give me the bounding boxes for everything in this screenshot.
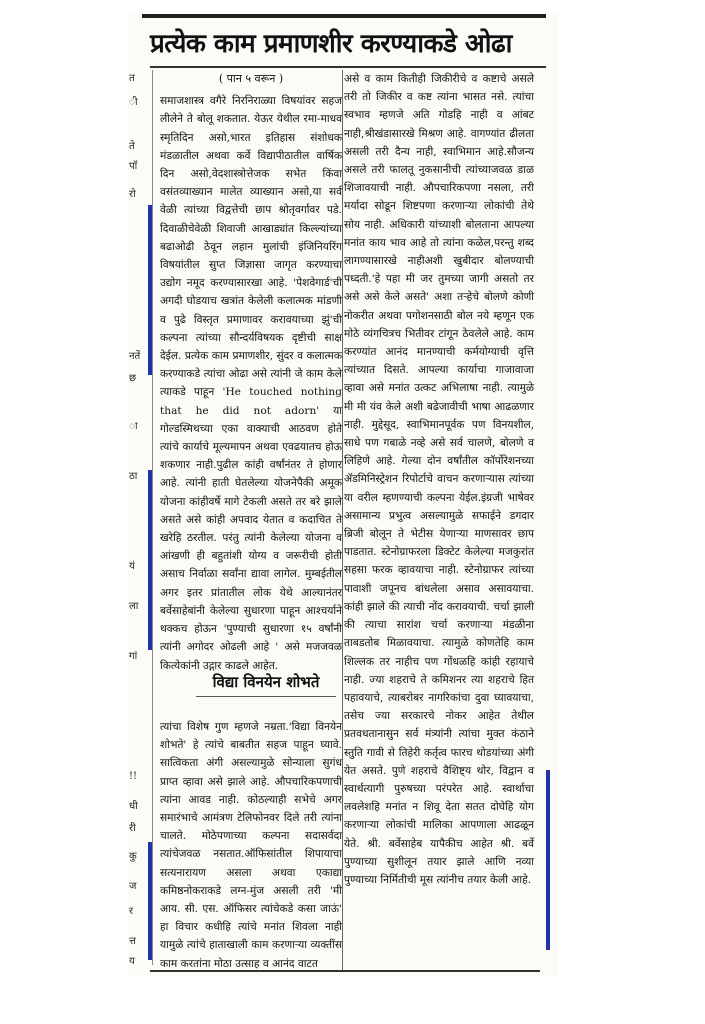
margin-fragment: ते [129, 141, 135, 152]
article-column-left [160, 70, 342, 672]
ink-marker-right [546, 770, 550, 950]
headline-rule [150, 66, 546, 68]
top-rule [142, 14, 546, 18]
margin-fragment: पॉ [129, 161, 138, 172]
continuation-note: ( पान ५ वरून ) [218, 72, 284, 85]
margin-fragment: ला [129, 601, 139, 612]
edge-column-rule [152, 70, 153, 965]
margin-fragment: ा [129, 421, 138, 432]
column-text: समाजशास्त्र वगैरे निरनिराळ्या विषयांवर सहज लीलेने ते बोलू शकतात. येऊर येथील रमा-माधव स्मृतिदिन असो,भारत इतिहास संशोधक मंडळातील अथवा कर्वे विद्यापीठातील वार्षिक दिन असो,वेदशास्त्रोत्तेजक सभेत किंवा वसंतव्याख्यान मालेत व्याख्यान असो,या सर्व वेळी त्यांच्या विद्वत्तेची छाप श्रोतृवर्गावर पडे. दिवाळीचेवेळी शिवाजी आखाड्यांत किल्ल्यांच्या बढाओढी ठेवून लहान मुलांची इंजिनियरिंग विषयांतील सुप्त जिज्ञासा जागृत करण्याचा उद्योग नमूद करण्यासारखा आहे. 'पेशवेगार्ड'ची अगदी घोडयाच खत्रांत केलेली कलात्मक मांडणी व पुढे विस्तृत प्रमाणावर करावयाच्या झुं'ची कल्पना त्यांच्या सौन्दर्यविषयक दृष्टीची साक्ष देईल. प्रत्येक काम प्रमाणशीर, सुंदर व कलात्मक करण्याकडे त्यांचा ओढा असे त्यांनी जे काम केले त्याकडे पाहून 'He touched nothing that he did not adorn' या गोल्डस्मिथच्या एका वाक्याची आठवण होते त्यांचे कार्याचे मूल्यमापन अथवा एवढयातच होऊ शकणार नाही.पुढील कांही वर्षांनंतर ते होणार आहे. त्यांनी हाती घेतलेल्या योजनेपैकी अमूक योजना कांहीवर्षे मागे टेकली असते तर बरे झाले असते असे कांही अपवाद येतात व कदाचित ते खरेहि ठरतील. परंतु त्यांनी केलेल्या योजना व आंखणी ही बहुतांशी योग्य व जरूरीची होती असाच निर्वाळा सर्वांना द्यावा लागेल. मुम्बईतील अगर इतर प्रांतातील लोक येथे आल्यानंतर बर्वेसाहेबांनी केलेल्या सुधारणा पाहून आश्चर्याने थक्कच होऊन 'पुण्याची सुधारणा १५ वर्षांनी त्यांनी अगोदर ओढली आहे ' असे मजजवळ कित्येकांनी उद्गार काढले आहेत. [160, 95, 342, 672]
margin-fragment: ज [129, 881, 137, 892]
article-column-right [344, 70, 534, 970]
column-rule [342, 70, 343, 970]
margin-fragment: त [129, 73, 135, 84]
margin-fragment: छ [129, 373, 137, 384]
margin-fragment: त्त [129, 936, 136, 947]
margin-fragment: गां [129, 651, 138, 662]
margin-fragment: रो [129, 189, 136, 200]
bottom-rule [150, 970, 540, 972]
article-headline: प्रत्येक काम प्रमाणशीर करण्याकडे ओढा [150, 29, 512, 59]
margin-fragment: कु [129, 851, 137, 862]
margin-fragment: र [129, 906, 134, 917]
margin-fragment: ी [129, 97, 138, 108]
margin-fragment: धी [129, 801, 138, 812]
column-text: त्यांचा विशेष गुण म्हणजे नम्रता.'विद्या विनयेन शोभते' हे त्यांचे बाबतीत सहज पाहून घ्यावे. सात्विकता अंगी असल्यामुळे सोन्याला सुगंध प्राप्त व्हावा असे झाले आहे. औपचारिकपणाची त्यांना आवड नाही. कोठल्याही सभेचे अगर समारंभाचे आमंत्रण टेलिफोनवर दिले तरी त्यांना चालते. मोठेपणाच्या कल्पना सदासर्वदा त्यांचेजवळ नसतात.ऑफिसांतील शिपायाचा सत्यनारायण असला अथवा एकाद्या कमिष्ठनोकराकडे लग्न-मुंज असली तरी 'मी आय. सी. एस. ऑफिसर त्यांचेकडे कसा जाऊं' हा विचार कधीहि त्यांचे मनांत शिवला नाही यामुळे त्यांचे हाताखाली काम करणाऱ्या व्यक्तींस काम करतांना मोठा उत्साह व आनंद वाटत [160, 721, 342, 970]
article-subheading: विद्या विनयेन शोभते [196, 668, 336, 697]
margin-fragment: नतें [129, 351, 141, 362]
margin-fragment: य [129, 956, 135, 967]
margin-fragment: !! [129, 771, 138, 782]
column-text: असे व काम कितीही जिकीरीचे व कष्टाचे असले तरी तो जिकीर व कष्ट त्यांना भासत नसे. त्यांचा स्वभाव म्हणजे अति गोडहि नाही व आंबट नाही,श्रीखंडासारखे मिश्रण आहे. वागण्यांत ढीलता असली तरी दैन्य नाही, स्वाभिमान आहे.सौजन्य असले तरी फालतू नुकसानीची त्यांच्याजवळ डाळ शिजावयाची नाही. औपचारिकपणा नसला, तरी मर्यादा सोडून शिष्टपणा करणाऱ्या लोकांची तेथे सोय नाही. अधिकारी यांच्याशी बोलताना आपल्या मनांत काय भाव आहे तो त्यांना कळेल,परन्तु शब्द लागण्यासारखे नाहीअशी खुबीदार बोलण्याची पध्दती.'हे पहा मी जर तुमच्या जागी असतो तर असे असे केले असते' अशा तऱ्हेचे बोलणे कोणी नोकरीत अथवा पगोशनसाठी बोल नये म्हणून एक मोठे व्यंगचित्रच भितीवर टांगून ठेवलेले आहे. काम करण्यांत आनंद मानण्याची कर्मयोग्याची वृत्ति त्यांच्यात दिसते. आपल्या कार्याचा गाजावाजा व्हावा असे मनांत उत्कट अभिलाषा नाही. त्यामुळे मी मी यंव केले अशी बढेजावीची भाषा आढळणार नाही. मुद्देसूद, स्वाभिमानपूर्वक पण विनयशील, साधे पण गबाळे नव्हे असे सर्व चालणे, बोलणे व लिहिणे आहे. गेल्या दोन वर्षांतील कॉर्पोरेशनच्या ॲडमिनिस्ट्रेशन रिपोर्टाचे वाचन करणाऱ्यास त्यांच्या या वरील म्हणण्याची कल्पना येईल.इंग्रजी भाषेवर असामान्य प्रभुत्व असल्यामुळे सफाईने डगदार ब्रिजी बोलून ते भेटीस येणाऱ्या माणसावर छाप पाडतात. स्टेनोग्राफरला डिक्टेट केलेल्या मजकुरांत सहसा फरक व्हावयाचा नाही. स्टेनोग्राफर त्यांच्या पावाशी जपूनच बांधलेला असाव असावयाचा. कांही झाले की त्याची नोंद करावयाची. चर्चा झाली की त्याचा सारांश चर्चा करणाऱ्या मंडळीना ताबडतोब मिळावयाचा. त्यामुळे कोणतेहि काम शिल्लक तर नाहीच पण गोंधळहि कांही रहायाचे नाही. ज्या शहराचे ते कमिशनर त्या शहराचे हित पहावयाचे, त्याबरोबर नागरिकांचा दुवा घ्यावयाचा, तसेच ज्या सरकारचे नोकर आहेत तेथील प्रतवधतानासुन सर्व मंत्र्यांनी त्यांचा मुक्त कंठाने स्तुति गावी से तिहेरी कर्तृत्व फारच थोडयांच्या अंगी येत असते. पुणे शहराचे वैशिष्ट्य थोर, विद्वान व स्वार्थत्यागी पुरुषच्या परंपरेत आहे. स्वार्थाचा लवलेशहि मनांत न शिवू देता सतत दोघेहि योग करणाऱ्या लोकांची मालिका आपणाला आढळून येते. श्री. बर्वेसाहेब यापैकीच आहेत श्री. बर्वे पुण्याच्या सुशीलून तयार झाले आणि नव्या पुण्याच्या निर्मितीची मूस त्यांनीच तयार केली आहे. [344, 73, 534, 886]
margin-fragment: यं [129, 561, 135, 572]
article-column-left-lower [160, 718, 342, 968]
margin-fragment: री [129, 823, 136, 834]
margin-fragment: ठा [129, 471, 138, 482]
